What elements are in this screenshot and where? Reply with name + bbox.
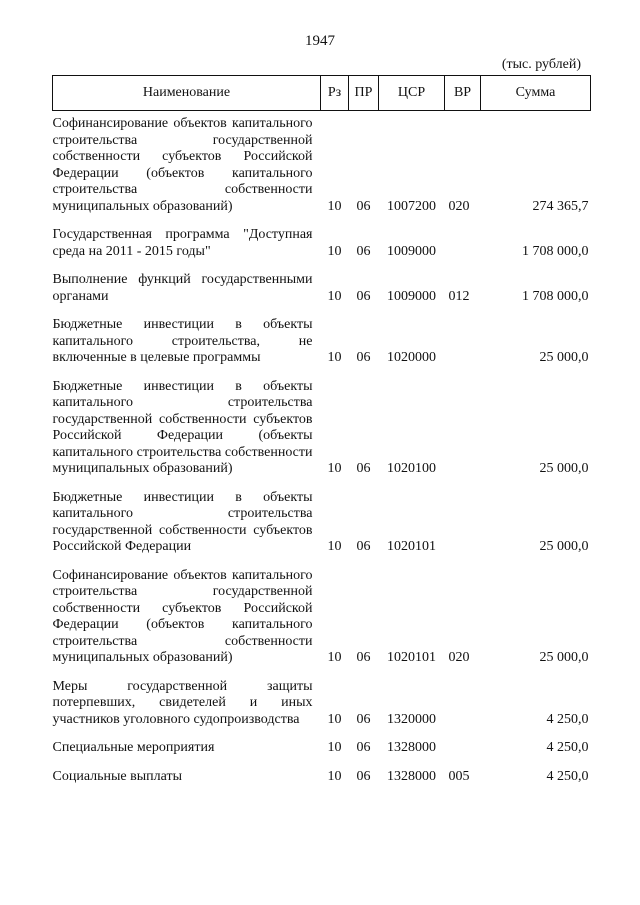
- table-row: [53, 734, 591, 763]
- row-sum: 25 000,0: [539, 650, 589, 665]
- header-row: [53, 76, 591, 111]
- table-row: [53, 673, 591, 735]
- row-csr: 1020101: [387, 650, 436, 665]
- row-pr: 06: [356, 350, 371, 365]
- table-row: [53, 221, 591, 266]
- row-sum: 1 708 000,0: [522, 243, 589, 259]
- table-row: [53, 562, 591, 673]
- row-name: Выполнение функций государственными органами: [52, 272, 313, 304]
- row-pr: 06: [356, 650, 371, 665]
- table-row: [53, 311, 591, 373]
- row-rz: 10: [327, 288, 342, 304]
- row-rz: 10: [327, 243, 342, 259]
- row-pr: 06: [356, 539, 371, 554]
- row-name: Бюджетные инвестиции в объекты капитального строительства государственной собственности субъектов Российской Федерации (объекты капитального строительства собственности муниципальных образований): [52, 378, 313, 476]
- row-rz: 10: [327, 350, 342, 365]
- row-csr: 1328000: [387, 768, 436, 784]
- row-name: Софинансирование объектов капитального строительства государственной собственности субъектов Российской Федерации (объектов капитального строительства собственности муниципальных образований): [52, 567, 313, 665]
- row-rz: 10: [327, 539, 342, 554]
- row-pr: 06: [356, 740, 371, 755]
- row-pr: 06: [356, 198, 371, 214]
- row-vr: [445, 673, 481, 735]
- row-rz: 10: [327, 768, 342, 784]
- row-csr: 1009000: [387, 288, 436, 304]
- row-sum: 25 000,0: [539, 461, 589, 476]
- row-rz: 10: [327, 650, 342, 665]
- row-name: Государственная программа "Доступная среда на 2011 - 2015 годы": [52, 227, 313, 259]
- row-vr: [445, 221, 481, 266]
- row-pr: 06: [356, 288, 371, 304]
- row-sum: 4 250,0: [546, 768, 589, 784]
- row-rz: 10: [327, 740, 342, 755]
- units-label: (тыс. рублей): [501, 57, 581, 72]
- row-csr: 1020100: [387, 461, 436, 476]
- table-row: [53, 763, 591, 792]
- row-sum: 274 365,7: [532, 198, 589, 214]
- row-rz: 10: [327, 461, 342, 476]
- row-csr: 1020000: [387, 350, 436, 365]
- table-body: [53, 111, 591, 792]
- row-csr: 1320000: [387, 711, 436, 727]
- row-pr: 06: [356, 243, 371, 259]
- row-sum: 25 000,0: [539, 350, 589, 365]
- budget-table: [52, 75, 591, 791]
- row-vr: [445, 373, 481, 484]
- row-csr: 1328000: [387, 740, 436, 755]
- row-pr: 06: [356, 768, 371, 784]
- row-vr: [445, 311, 481, 373]
- row-name: Меры государственной защиты потерпевших, свидетелей и иных участников уголовного судопроизводства: [52, 678, 313, 727]
- row-sum: 25 000,0: [539, 539, 589, 554]
- header-pr: ПР: [349, 76, 379, 111]
- header-sum: Сумма: [481, 76, 591, 111]
- row-rz: 10: [327, 198, 342, 214]
- table-header: [53, 76, 591, 111]
- header-vr: ВР: [445, 76, 481, 111]
- table-row: [53, 373, 591, 484]
- header-name: Наименование: [53, 76, 321, 111]
- table-row: [53, 111, 591, 222]
- row-rz: 10: [327, 711, 342, 727]
- row-name: Социальные выплаты: [52, 768, 183, 784]
- row-sum: 4 250,0: [546, 740, 589, 755]
- page-number: 1947: [305, 33, 335, 49]
- row-vr: 020: [448, 650, 470, 665]
- row-name: Специальные мероприятия: [52, 740, 215, 755]
- row-vr: [445, 484, 481, 562]
- row-csr: 1020101: [387, 539, 436, 554]
- row-pr: 06: [356, 711, 371, 727]
- row-pr: 06: [356, 461, 371, 476]
- header-rz: Рз: [321, 76, 349, 111]
- header-csr: ЦСР: [379, 76, 445, 111]
- table-row: [53, 484, 591, 562]
- row-csr: 1009000: [387, 243, 436, 259]
- row-sum: 1 708 000,0: [522, 288, 589, 304]
- table-row: [53, 266, 591, 311]
- row-vr: [445, 734, 481, 763]
- row-name: Бюджетные инвестиции в объекты капитального строительства государственной собственности субъектов Российской Федерации: [52, 489, 313, 554]
- row-vr: 005: [448, 768, 470, 784]
- row-name: Бюджетные инвестиции в объекты капитального строительства, не включенные в целевые программы: [52, 317, 313, 365]
- row-csr: 1007200: [387, 198, 436, 214]
- row-vr: 012: [448, 288, 470, 304]
- row-vr: 020: [448, 198, 470, 214]
- row-sum: 4 250,0: [546, 711, 589, 727]
- row-name: Софинансирование объектов капитального строительства государственной собственности субъектов Российской Федерации (объектов капитального строительства собственности муниципальных образований): [52, 116, 313, 214]
